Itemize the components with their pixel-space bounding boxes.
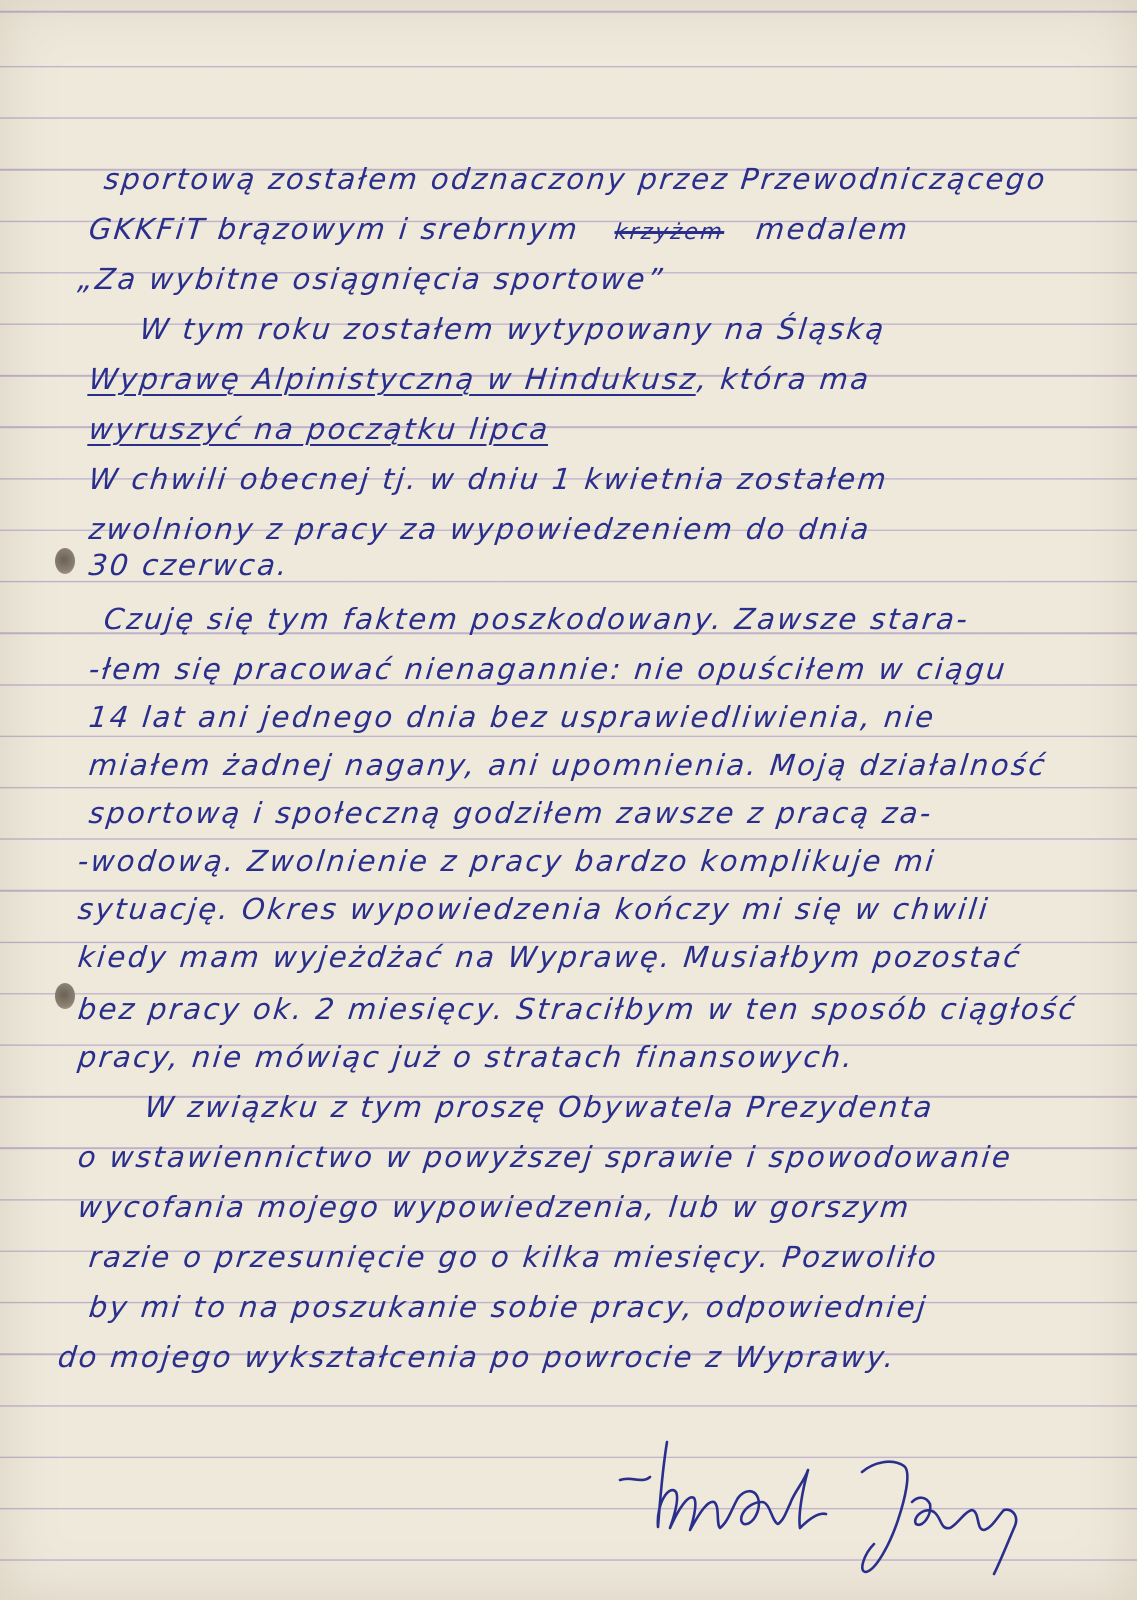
letter-line: by mi to na poszukanie sobie pracy, odpowiedniej: [87, 1290, 930, 1324]
letter-line: W chwili obecnej tj. w dniu 1 kwietnia zostałem: [87, 462, 891, 496]
letter-line: sportową zostałem odznaczony przez Przewodniczącego: [102, 162, 1049, 196]
letter-line: Czuję się tym faktem poszkodowany. Zawsze stara-: [102, 602, 972, 636]
letter-line: pracy, nie mówiąc już o stratach finansowych.: [76, 1040, 857, 1074]
letter-line: 14 lat ani jednego dnia bez usprawiedliwienia, nie: [87, 700, 938, 734]
letter-line: -łem się pracować nienagannie: nie opuściłem w ciągu: [87, 652, 1009, 686]
letter-line: miałem żadnej nagany, ani upomnienia. Moją działalność: [87, 748, 1049, 782]
letter-line: -wodową. Zwolnienie z pracy bardzo komplikuje mi: [76, 844, 938, 878]
letter-line: sytuację. Okres wypowiedzenia kończy mi się w chwili: [76, 892, 992, 926]
letter-line: kiedy mam wyjeżdżać na Wyprawę. Musiałbym pozostać: [76, 940, 1024, 974]
letter-line: wyruszyć na początku lipca: [87, 412, 552, 446]
struck-out-word: krzyżem: [613, 220, 726, 245]
letter-line: razie o przesunięcie go o kilka miesięcy. Pozwoliło: [87, 1240, 940, 1274]
handwritten-signature: [612, 1432, 1052, 1582]
letter-line: do mojego wykształcenia po powrocie z Wyprawy.: [56, 1340, 898, 1374]
letter-line: W tym roku zostałem wytypowany na Śląską: [138, 312, 888, 346]
letter-line: „Za wybitne osiągnięcia sportowe”: [76, 262, 667, 296]
letter-line: zwolniony z pracy za wypowiedzeniem do dnia: [87, 512, 873, 546]
line-segment: medalem: [754, 212, 912, 246]
letter-line: 30 czerwca.: [87, 548, 291, 582]
letter-line: wycofania mojego wypowiedzenia, lub w gorszym: [76, 1190, 913, 1224]
letter-line: o wstawiennictwo w powyższej sprawie i spowodowanie: [76, 1140, 1015, 1174]
letter-line: W związku z tym proszę Obywatela Prezydenta: [143, 1090, 936, 1124]
underlined-expedition-name: Wyprawę Alpinistyczną w Hindukusz: [87, 362, 700, 396]
letter-line: [87, 362, 872, 396]
letter-line: bez pracy ok. 2 miesięcy. Straciłbym w ten sposób ciągłość: [76, 992, 1079, 1026]
line-segment: , która ma: [695, 362, 873, 396]
letter-line: [87, 212, 911, 246]
line-segment: GKKFiT brązowym i srebrnym: [87, 212, 582, 246]
letter-line: sportową i społeczną godziłem zawsze z pracą za-: [87, 796, 935, 830]
